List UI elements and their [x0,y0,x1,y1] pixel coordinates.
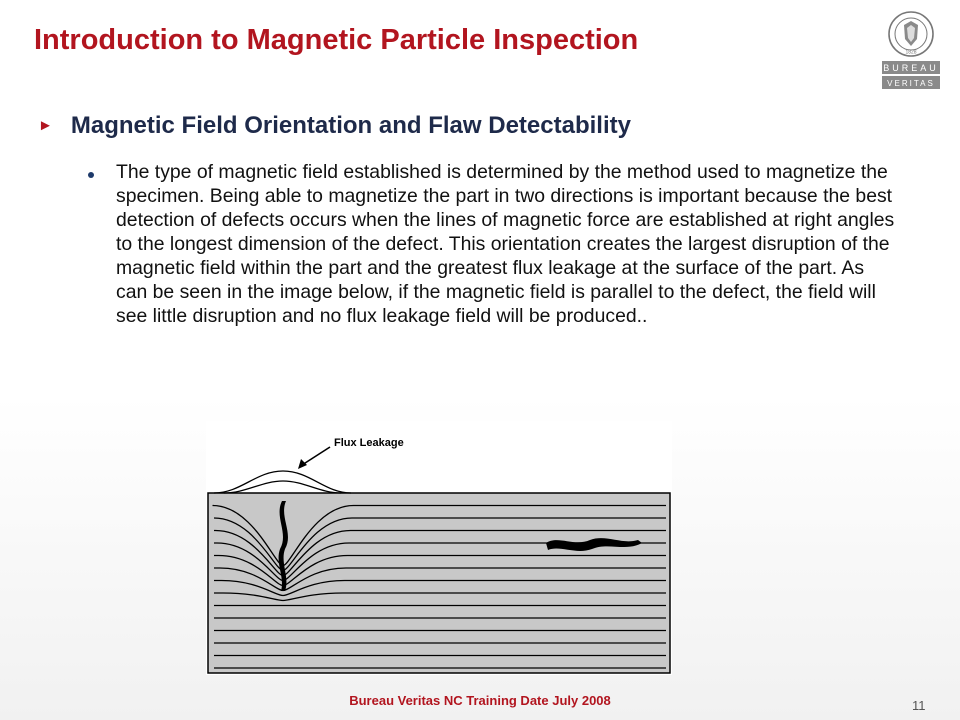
logo-top-text: BUREAU [883,63,939,73]
page-number: 11 [912,698,926,713]
bureau-veritas-logo [880,8,942,94]
body-paragraph: The type of magnetic field established is determined by the method used to magnetize the specimen. Being able to magnetize the part in two directions is important because the best detection of defects occurs when the lines of magnetic force are established at right angles to the longest dimension of the defect. This orientation creates the largest disruption of the magnetic field within the part and the greatest flux leakage at the surface of the part. As can be seen in the image below, if the magnetic field is parallel to the defect, the field will see little disruption and no flux leakage field will be produced.. [116,161,895,327]
logo-bottom-text: VERITAS [887,79,935,88]
footer-text: Bureau Veritas NC Training Date July 2008 [349,693,611,708]
logo-year: 1828 [905,49,917,56]
flux-leakage-label: Flux Leakage [334,437,404,449]
triangle-bullet-icon: ► [38,117,53,134]
section-heading [38,112,631,140]
dot-bullet-icon [88,172,94,178]
slide-title: Introduction to Magnetic Particle Inspection [34,24,639,56]
body-bullet [88,160,898,328]
flux-leakage-diagram [206,421,672,675]
section-heading-text: Magnetic Field Orientation and Flaw Detectability [70,112,631,139]
